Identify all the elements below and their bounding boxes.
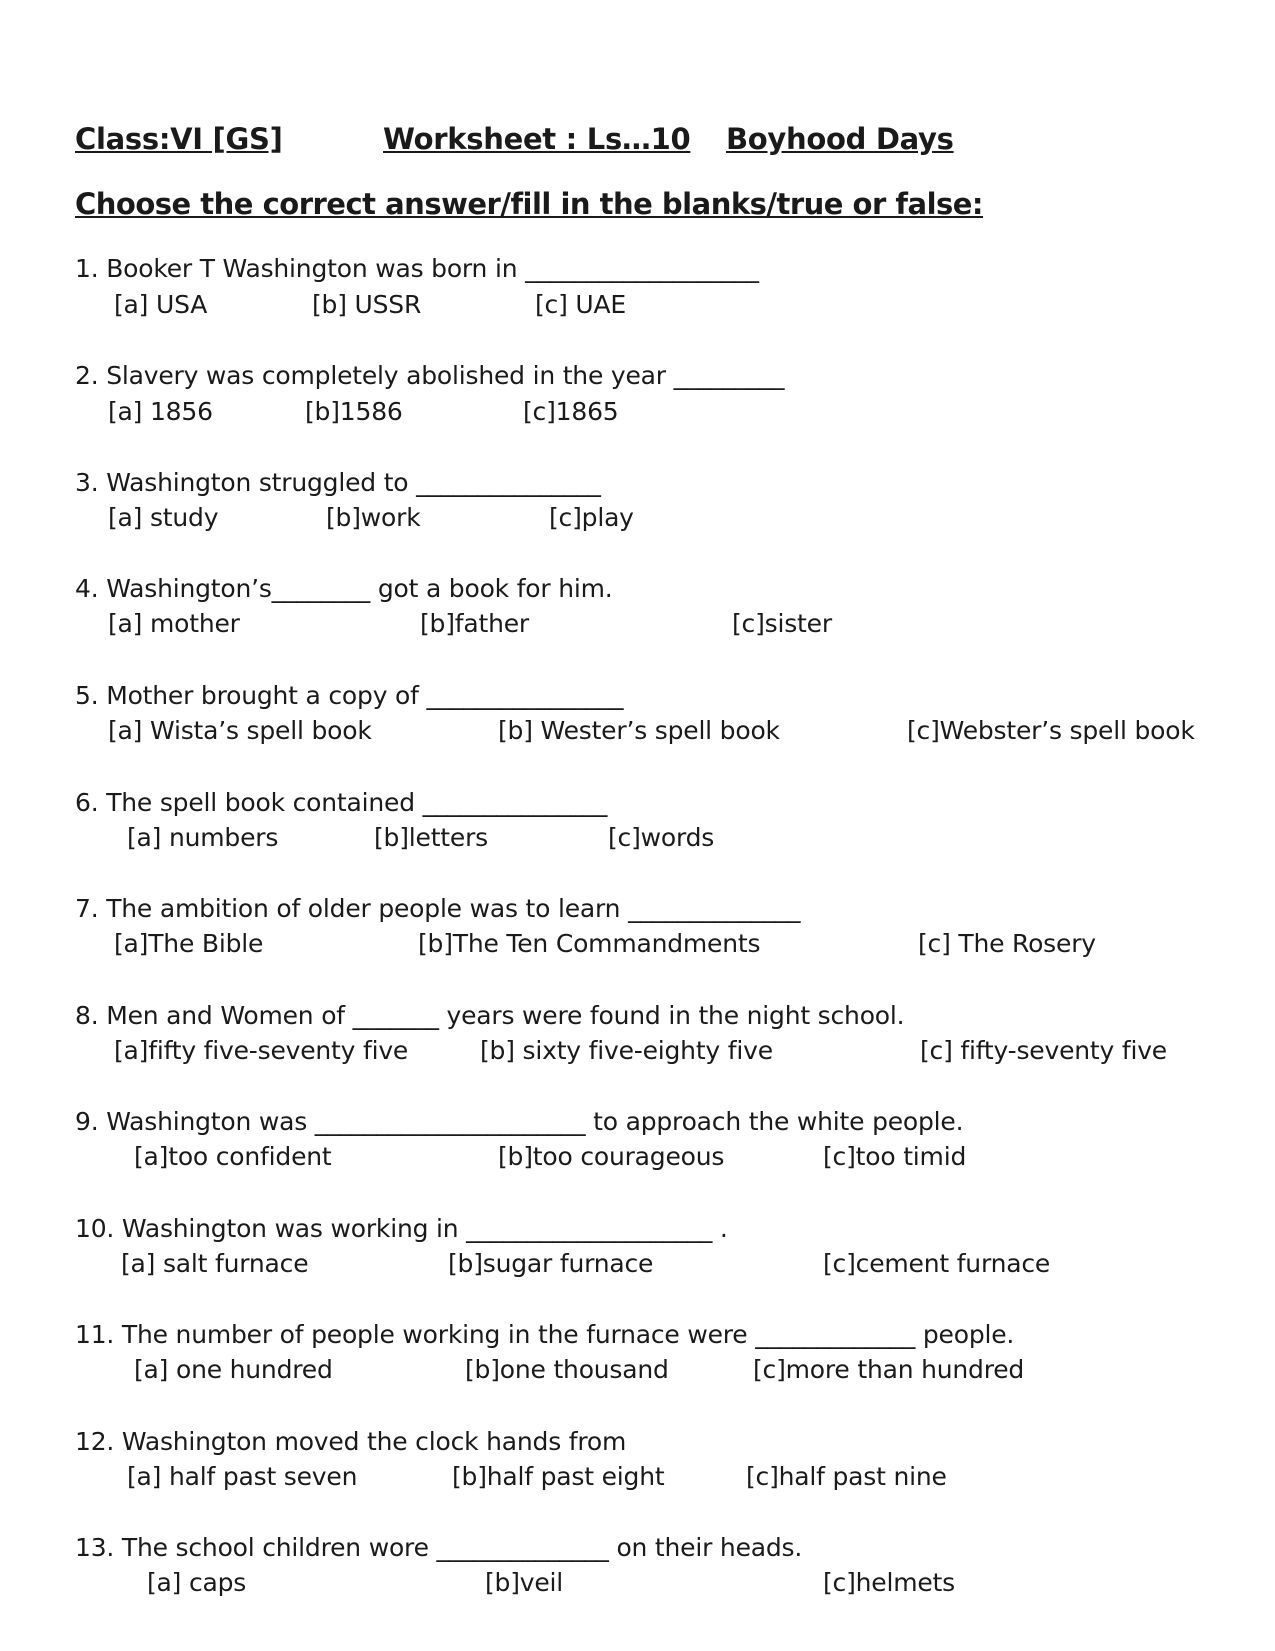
q1-option-b: [b] USSR xyxy=(312,290,422,319)
q4-option-a: [a] mother xyxy=(108,609,240,638)
q10-option-a: [a] salt furnace xyxy=(121,1249,309,1278)
class-label: Class:VI [GS] xyxy=(75,122,283,156)
question-3: 3. Washington struggled to _______________ xyxy=(75,468,601,497)
q2-option-a: [a] 1856 xyxy=(108,397,213,426)
q3-option-c: [c]play xyxy=(549,503,634,532)
q6-option-b: [b]letters xyxy=(374,823,488,852)
q1-option-c: [c] UAE xyxy=(535,290,626,319)
q3-option-b: [b]work xyxy=(326,503,421,532)
q13-option-c: [c]helmets xyxy=(823,1568,955,1597)
q7-option-c: [c] The Rosery xyxy=(918,929,1096,958)
q7-option-a: [a]The Bible xyxy=(114,929,264,958)
q6-option-a: [a] numbers xyxy=(127,823,279,852)
q2-option-c: [c]1865 xyxy=(523,397,619,426)
question-6: 6. The spell book contained _______________ xyxy=(75,788,608,817)
question-2: 2. Slavery was completely abolished in the year _________ xyxy=(75,361,785,390)
q1-option-a: [a] USA xyxy=(114,290,208,319)
worksheet-label: Worksheet : Ls…10 xyxy=(383,122,691,156)
question-12: 12. Washington moved the clock hands from xyxy=(75,1427,627,1456)
q2-option-b: [b]1586 xyxy=(305,397,403,426)
q9-option-b: [b]too courageous xyxy=(498,1142,725,1171)
question-13: 13. The school children wore ______________ on their heads. xyxy=(75,1533,803,1562)
instructions-heading: Choose the correct answer/fill in the blanks/true or false: xyxy=(75,187,984,221)
question-8: 8. Men and Women of _______ years were found in the night school. xyxy=(75,1001,905,1030)
topic-title: Boyhood Days xyxy=(726,122,954,156)
q3-option-a: [a] study xyxy=(108,503,219,532)
question-1: 1. Booker T Washington was born in ___________________ xyxy=(75,254,759,283)
q5-option-c: [c]Webster’s spell book xyxy=(907,716,1195,745)
q12-option-a: [a] half past seven xyxy=(127,1462,358,1491)
q11-option-a: [a] one hundred xyxy=(134,1355,333,1384)
q9-option-a: [a]too confident xyxy=(134,1142,332,1171)
q12-option-b: [b]half past eight xyxy=(452,1462,665,1491)
q11-option-b: [b]one thousand xyxy=(465,1355,669,1384)
q8-option-c: [c] fifty-seventy five xyxy=(920,1036,1167,1065)
question-4: 4. Washington’s________ got a book for him. xyxy=(75,574,613,603)
q5-option-b: [b] Wester’s spell book xyxy=(498,716,780,745)
q6-option-c: [c]words xyxy=(608,823,715,852)
q10-option-c: [c]cement furnace xyxy=(823,1249,1051,1278)
q11-option-c: [c]more than hundred xyxy=(753,1355,1025,1384)
q4-option-c: [c]sister xyxy=(732,609,832,638)
q5-option-a: [a] Wista’s spell book xyxy=(108,716,372,745)
q4-option-b: [b]father xyxy=(420,609,530,638)
q12-option-c: [c]half past nine xyxy=(746,1462,947,1491)
question-10: 10. Washington was working in ____________________ . xyxy=(75,1214,728,1243)
q7-option-b: [b]The Ten Commandments xyxy=(418,929,761,958)
question-7: 7. The ambition of older people was to learn ______________ xyxy=(75,894,801,923)
question-11: 11. The number of people working in the furnace were _____________ people. xyxy=(75,1320,1015,1349)
q13-option-a: [a] caps xyxy=(147,1568,247,1597)
q8-option-b: [b] sixty five-eighty five xyxy=(480,1036,773,1065)
question-9: 9. Washington was ______________________ to approach the white people. xyxy=(75,1107,964,1136)
q10-option-b: [b]sugar furnace xyxy=(448,1249,654,1278)
q13-option-b: [b]veil xyxy=(485,1568,564,1597)
q8-option-a: [a]fifty five-seventy five xyxy=(114,1036,409,1065)
q9-option-c: [c]too timid xyxy=(823,1142,967,1171)
question-5: 5. Mother brought a copy of ________________ xyxy=(75,681,624,710)
